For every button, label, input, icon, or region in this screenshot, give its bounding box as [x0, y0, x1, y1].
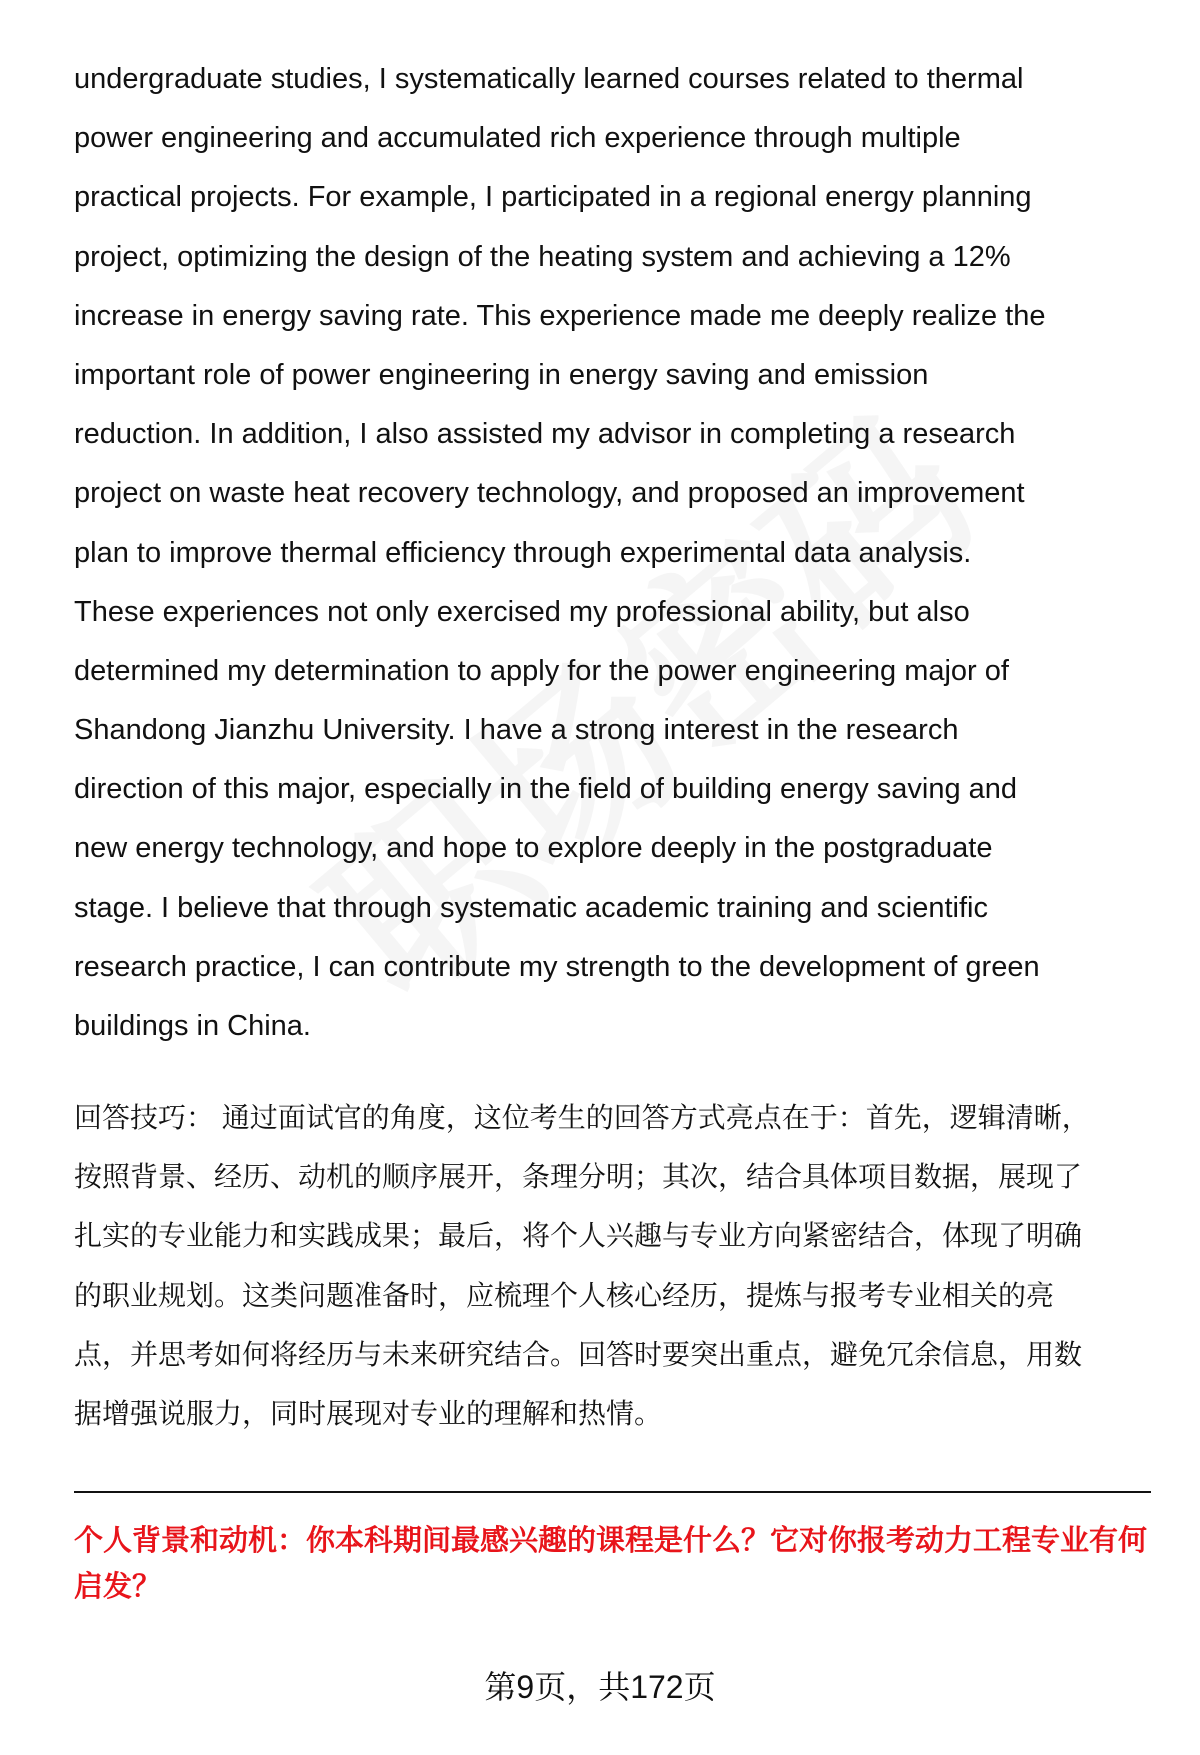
text-line: determined my determination to apply for the power engineering major of	[74, 654, 1009, 687]
text-line: new energy technology, and hope to explore deeply in the postgraduate	[74, 832, 993, 865]
text-line: 据增强说服力，同时展现对专业的理解和热情。	[74, 1397, 663, 1429]
page-number: 第9页，共172页	[484, 1669, 716, 1705]
section-divider	[74, 1491, 1151, 1493]
text-line: buildings in China.	[74, 1010, 311, 1042]
text-line: project on waste heat recovery technology, and proposed an improvement	[74, 477, 1025, 510]
text-line: research practice, I can contribute my strength to the development of green	[74, 950, 1040, 983]
text-line: plan to improve thermal efficiency through experimental data analysis.	[74, 536, 972, 569]
answer-paragraph	[74, 50, 1154, 1056]
text-line: power engineering and accumulated rich experience through multiple	[74, 122, 961, 155]
text-line: 按照背景、经历、动机的顺序展开，条理分明；其次，结合具体项目数据，展现了	[74, 1161, 1083, 1193]
text-line: Shandong Jianzhu University. I have a strong interest in the research	[74, 714, 959, 747]
text-line: increase in energy saving rate. This experience made me deeply realize the	[74, 299, 1046, 332]
text-line: direction of this major, especially in the field of building energy saving and	[74, 773, 1018, 806]
answer-tips-paragraph	[74, 1088, 1154, 1443]
text-line: 回答技巧： 通过面试官的角度，这位考生的回答方式亮点在于：首先，逻辑清晰，	[74, 1102, 1090, 1133]
text-line: 点，并思考如何将经历与未来研究结合。回答时要突出重点，避免冗余信息，用数	[74, 1338, 1083, 1370]
text-line: These experiences not only exercised my professional ability, but also	[74, 595, 970, 628]
text-line: undergraduate studies, I systematically learned courses related to thermal	[74, 63, 1024, 95]
text-line: project, optimizing the design of the heating system and achieving a 12%	[74, 240, 1011, 273]
text-line: reduction. In addition, I also assisted my advisor in completing a research	[74, 418, 1016, 451]
text-line: stage. I believe that through systematic academic training and scientific	[74, 891, 988, 924]
text-line: 扎实的专业能力和实践成果；最后，将个人兴趣与专业方向紧密结合，体现了明确	[74, 1220, 1083, 1252]
text-line: 的职业规划。这类问题准备时，应梳理个人核心经历，提炼与报考专业相关的亮	[74, 1279, 1055, 1311]
text-line: practical projects. For example, I participated in a regional energy planning	[74, 181, 1032, 214]
text-line: important role of power engineering in energy saving and emission	[74, 358, 929, 391]
next-question-heading: 个人背景和动机：你本科期间最感兴趣的课程是什么？它对你报考动力工程专业有何启发？	[74, 1525, 1148, 1603]
